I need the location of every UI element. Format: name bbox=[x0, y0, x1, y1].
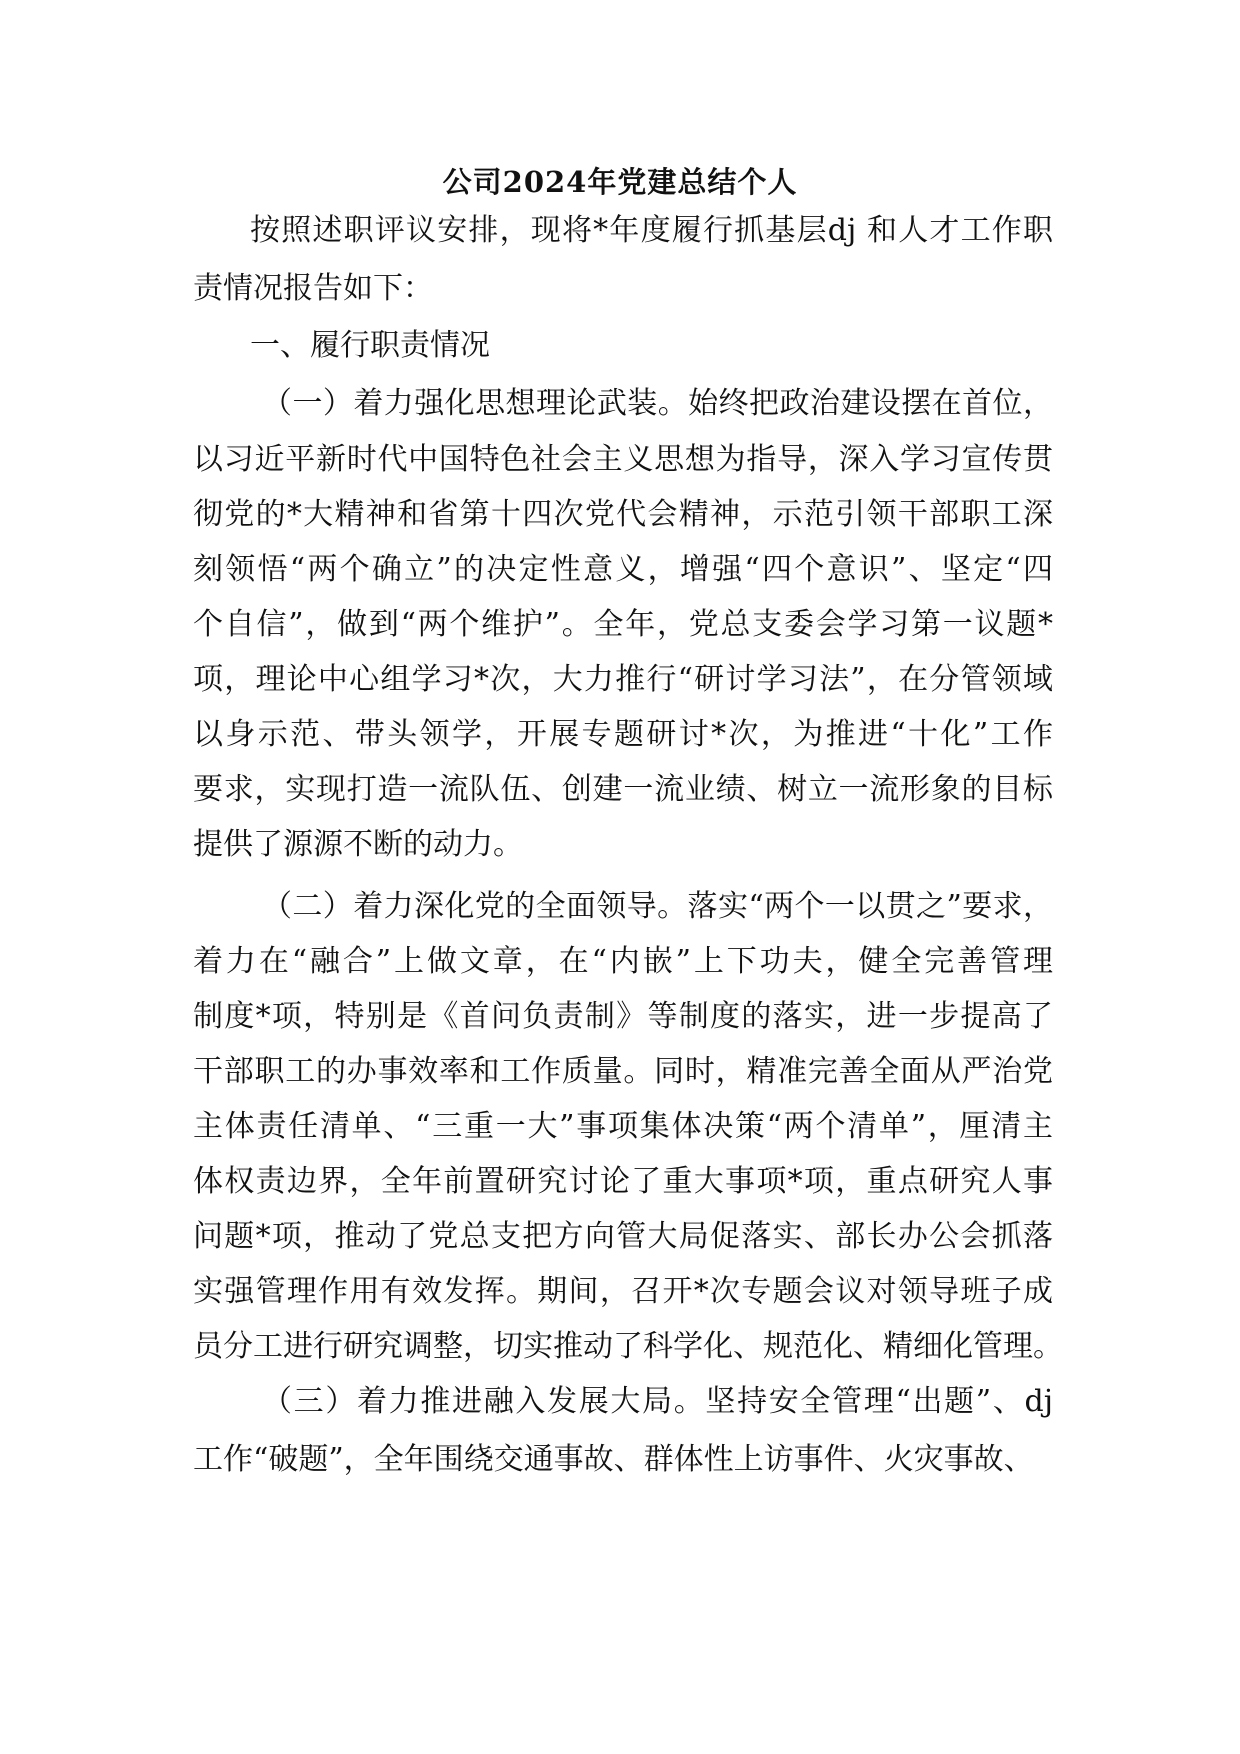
paragraph-line: 以身示范、带头领学，开展专题研讨*次，为推进“十化”工作 bbox=[193, 717, 1053, 752]
paragraph-line: 实强管理作用有效发挥。期间，召开*次专题会议对领导班子成 bbox=[193, 1274, 1053, 1309]
paragraph-line: 要求，实现打造一流队伍、创建一流业绩、树立一流形象的目标 bbox=[193, 772, 1053, 807]
paragraph-line: （一）着力强化思想理论武装。始终把政治建设摆在首位， bbox=[262, 386, 1053, 421]
paragraph-line: 着力在“融合”上做文章，在“内嵌”上下功夫，健全完善管理 bbox=[193, 944, 1053, 979]
paragraph-line: 以习近平新时代中国特色社会主义思想为指导，深入学习宣传贯 bbox=[193, 442, 1053, 477]
paragraph-line: 工作“破题”，全年围绕交通事故、群体性上访事件、火灾事故、 bbox=[193, 1442, 1034, 1477]
paragraph-line: 责情况报告如下： bbox=[193, 271, 433, 306]
paragraph-line: 问题*项，推动了党总支把方向管大局促落实、部长办公会抓落 bbox=[193, 1219, 1053, 1254]
paragraph-line: （二）着力深化党的全面领导。落实“两个一以贯之”要求， bbox=[262, 889, 1053, 924]
paragraph-line: 个自信”，做到“两个维护”。全年，党总支委会学习第一议题* bbox=[193, 607, 1053, 642]
paragraph-line: 体权责边界，全年前置研究讨论了重大事项*项，重点研究人事 bbox=[193, 1164, 1053, 1199]
paragraph-line: 干部职工的办事效率和工作质量。同时，精准完善全面从严治党 bbox=[193, 1054, 1053, 1089]
paragraph-line: 主体责任清单、“三重一大”事项集体决策“两个清单”，厘清主 bbox=[193, 1109, 1053, 1144]
paragraph-line: 员分工进行研究调整，切实推动了科学化、规范化、精细化管理。 bbox=[193, 1329, 1063, 1364]
paragraph-line: 刻领悟“两个确立”的决定性意义，增强“四个意识”、坚定“四 bbox=[193, 552, 1053, 587]
paragraph-line: 按照述职评议安排，现将*年度履行抓基层dj 和人才工作职 bbox=[250, 213, 1053, 248]
paragraph-line: 提供了源源不断的动力。 bbox=[193, 827, 523, 862]
paragraph-line: 项，理论中心组学习*次，大力推行“研讨学习法”，在分管领域 bbox=[193, 662, 1053, 697]
paragraph-line: 制度*项，特别是《首问负责制》等制度的落实，进一步提高了 bbox=[193, 999, 1053, 1034]
section-heading: 一、履行职责情况 bbox=[250, 328, 490, 363]
document-title: 公司2024年党建总结个人 bbox=[442, 165, 798, 199]
paragraph-line: 彻党的*大精神和省第十四次党代会精神，示范引领干部职工深 bbox=[193, 497, 1053, 532]
paragraph-line: （三）着力推进融入发展大局。坚持安全管理“出题”、dj bbox=[262, 1384, 1053, 1419]
